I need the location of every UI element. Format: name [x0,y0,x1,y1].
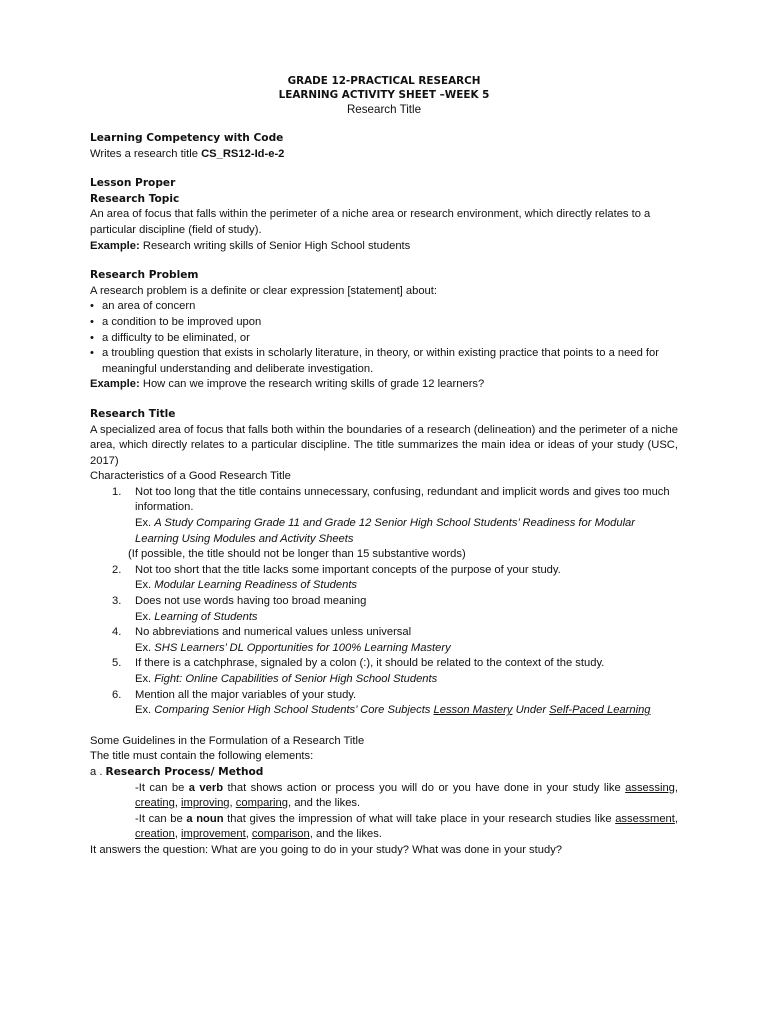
element-title: Research Process/ Method [105,765,264,778]
research-problem-example [90,377,678,393]
list-item [90,594,678,610]
list-item [90,563,678,579]
activity-sheet-page [90,74,678,859]
research-topic-text: An area of focus that falls within the perimeter of a niche area or research environment, which directly relates to a particular discipline (field of study). [90,208,651,236]
length-note: (If possible, the title should not be longer than 15 substantive words) [128,548,466,561]
ex-label: Ex. [135,673,155,685]
text: that shows action or process you will do or you have done in your study like [223,781,626,794]
list-item: • a troubling question that exists in scholarly literature, in theory, or within existing practice that points to a need for meaningful understanding and deliberate investigation. [90,346,678,377]
bullet-text: a troubling question that exists in scholarly literature, in theory, or within existing practice that points to a need for meaningful understanding and deliberate investigation. [102,347,659,375]
competency-heading: Learning Competency with Code [90,132,284,144]
example-word: comparing [235,797,288,810]
example-label: Example: [90,378,140,391]
item-number: 4. [112,626,122,639]
text: -It can be [135,781,189,794]
item-example [90,578,678,594]
ex-text: Under [512,704,550,717]
item-number: 3. [112,595,122,608]
list-item: • a difficulty to be eliminated, or [90,331,678,347]
item-number: 2. [112,563,122,576]
example-word: comparison [251,828,310,841]
competency-code: CS_RS12-Id-e-2 [201,147,285,160]
ex-text: Modular Learning Readiness of Students [154,579,358,592]
bullet-text: a difficulty to be eliminated, or [102,331,250,344]
item-number: 1. [112,485,122,498]
item-example [90,610,678,626]
ex-label: Ex. [135,704,155,717]
characteristics-heading: Characteristics of a Good Research Title [90,470,291,483]
item-number: 6. [112,688,122,701]
item-text: Mention all the major variables of your study. [135,688,357,701]
item-example [90,703,678,719]
bullet-text: a condition to be improved upon [102,315,262,328]
example-label: Example: [90,239,140,252]
guidelines-heading: Some Guidelines in the Formulation of a Research Title [90,734,365,747]
item-text: Not too short that the title lacks some important concepts of the purpose of your study. [135,563,561,576]
list-item: • a condition to be improved upon [90,315,678,331]
example-word: assessing [625,781,675,794]
ex-text: Learning of Students [154,610,258,623]
list-item [90,656,678,672]
ex-label: Ex. [135,517,155,530]
ex-text: A Study Comparing Grade 11 and Grade 12 Senior High School Students’ Readiness for Modular Learning Using Modules and Activity Sheets [135,517,635,545]
keyword: a verb [188,781,224,794]
ex-text: SHS Learners’ DL Opportunities for 100% Learning Mastery [154,641,451,654]
element-label: a . [90,765,106,778]
text: that gives the impression of what will take place in your research studies like [223,812,616,825]
list-item [90,688,678,704]
item-example [90,516,678,547]
keyword: a noun [186,812,224,825]
topic-title: Research Title [346,103,422,116]
list-item: • an area of concern [90,299,678,315]
research-title-heading: Research Title [90,407,176,420]
ex-text: Comparing Senior High School Students’ Core Subjects [154,704,434,717]
item-example [90,641,678,657]
example-word: creating [135,797,175,810]
example-text: How can we improve the research writing skills of grade 12 learners? [139,378,485,391]
noun-guideline: -It can be a noun that gives the impression of what will take place in your research studies like assessment, creation, improvement, comparison, and the likes. [135,812,678,841]
list-item [90,485,678,516]
ex-text: Fight: Online Capabilities of Senior High School Students [154,673,438,685]
research-topic-example [90,239,678,255]
competency-desc: Writes a research title [90,147,202,160]
competency-text [90,147,678,163]
example-text: Research writing skills of Senior High School students [139,239,411,252]
research-topic-heading: Research Topic [90,192,180,205]
verb-guideline: -It can be a verb that shows action or process you will do or you have done in your study like assessing, creating, improving, comparing, and the likes. [135,781,678,810]
element-a-heading [90,765,678,781]
item-text: No abbreviations and numerical values unless universal [135,626,412,639]
guidelines-intro: The title must contain the following elements: [90,750,314,763]
research-problem-heading: Research Problem [90,269,199,282]
document-header [90,74,678,117]
item-number: 5. [112,657,122,670]
text: , and the likes. [309,828,382,841]
item-text: Not too long that the title contains unnecessary, confusing, redundant and implicit words and gives too much information. [135,485,670,514]
guideline-question: It answers the question: What are you going to do in your study? What was done in your study? [90,843,563,856]
ex-label: Ex. [135,610,155,623]
example-word: improvement [181,828,246,841]
text: -It can be [135,812,187,825]
example-word: assessment [615,812,675,825]
example-word: creation [135,828,175,841]
item-text: Does not use words having too broad meaning [135,595,367,608]
lesson-heading: Lesson Proper [90,177,176,190]
ex-label: Ex. [135,579,155,592]
example-word: improving [181,797,230,810]
ex-variable: Lesson Mastery [433,704,513,717]
sheet-title: LEARNING ACTIVITY SHEET –WEEK 5 [278,89,490,101]
item-example [90,672,678,688]
bullet-text: an area of concern [102,300,196,313]
grade-title: GRADE 12-PRACTICAL RESEARCH [287,75,481,87]
text: , and the likes. [287,797,361,810]
ex-variable: Self-Paced Learning [549,704,651,717]
item-text: If there is a catchphrase, signaled by a colon (:), it should be related to the context of the study. [135,657,605,670]
list-item [90,625,678,641]
research-problem-intro: A research problem is a definite or clear expression [statement] about: [90,284,437,297]
research-title-definition: A specialized area of focus that falls both within the boundaries of a research (delineation) and the perimeter of a niche area, which directly relates to a particular discipline. The title summarizes the main idea or ideas of your study (USC, 2017) [90,423,678,467]
ex-label: Ex. [135,641,155,654]
